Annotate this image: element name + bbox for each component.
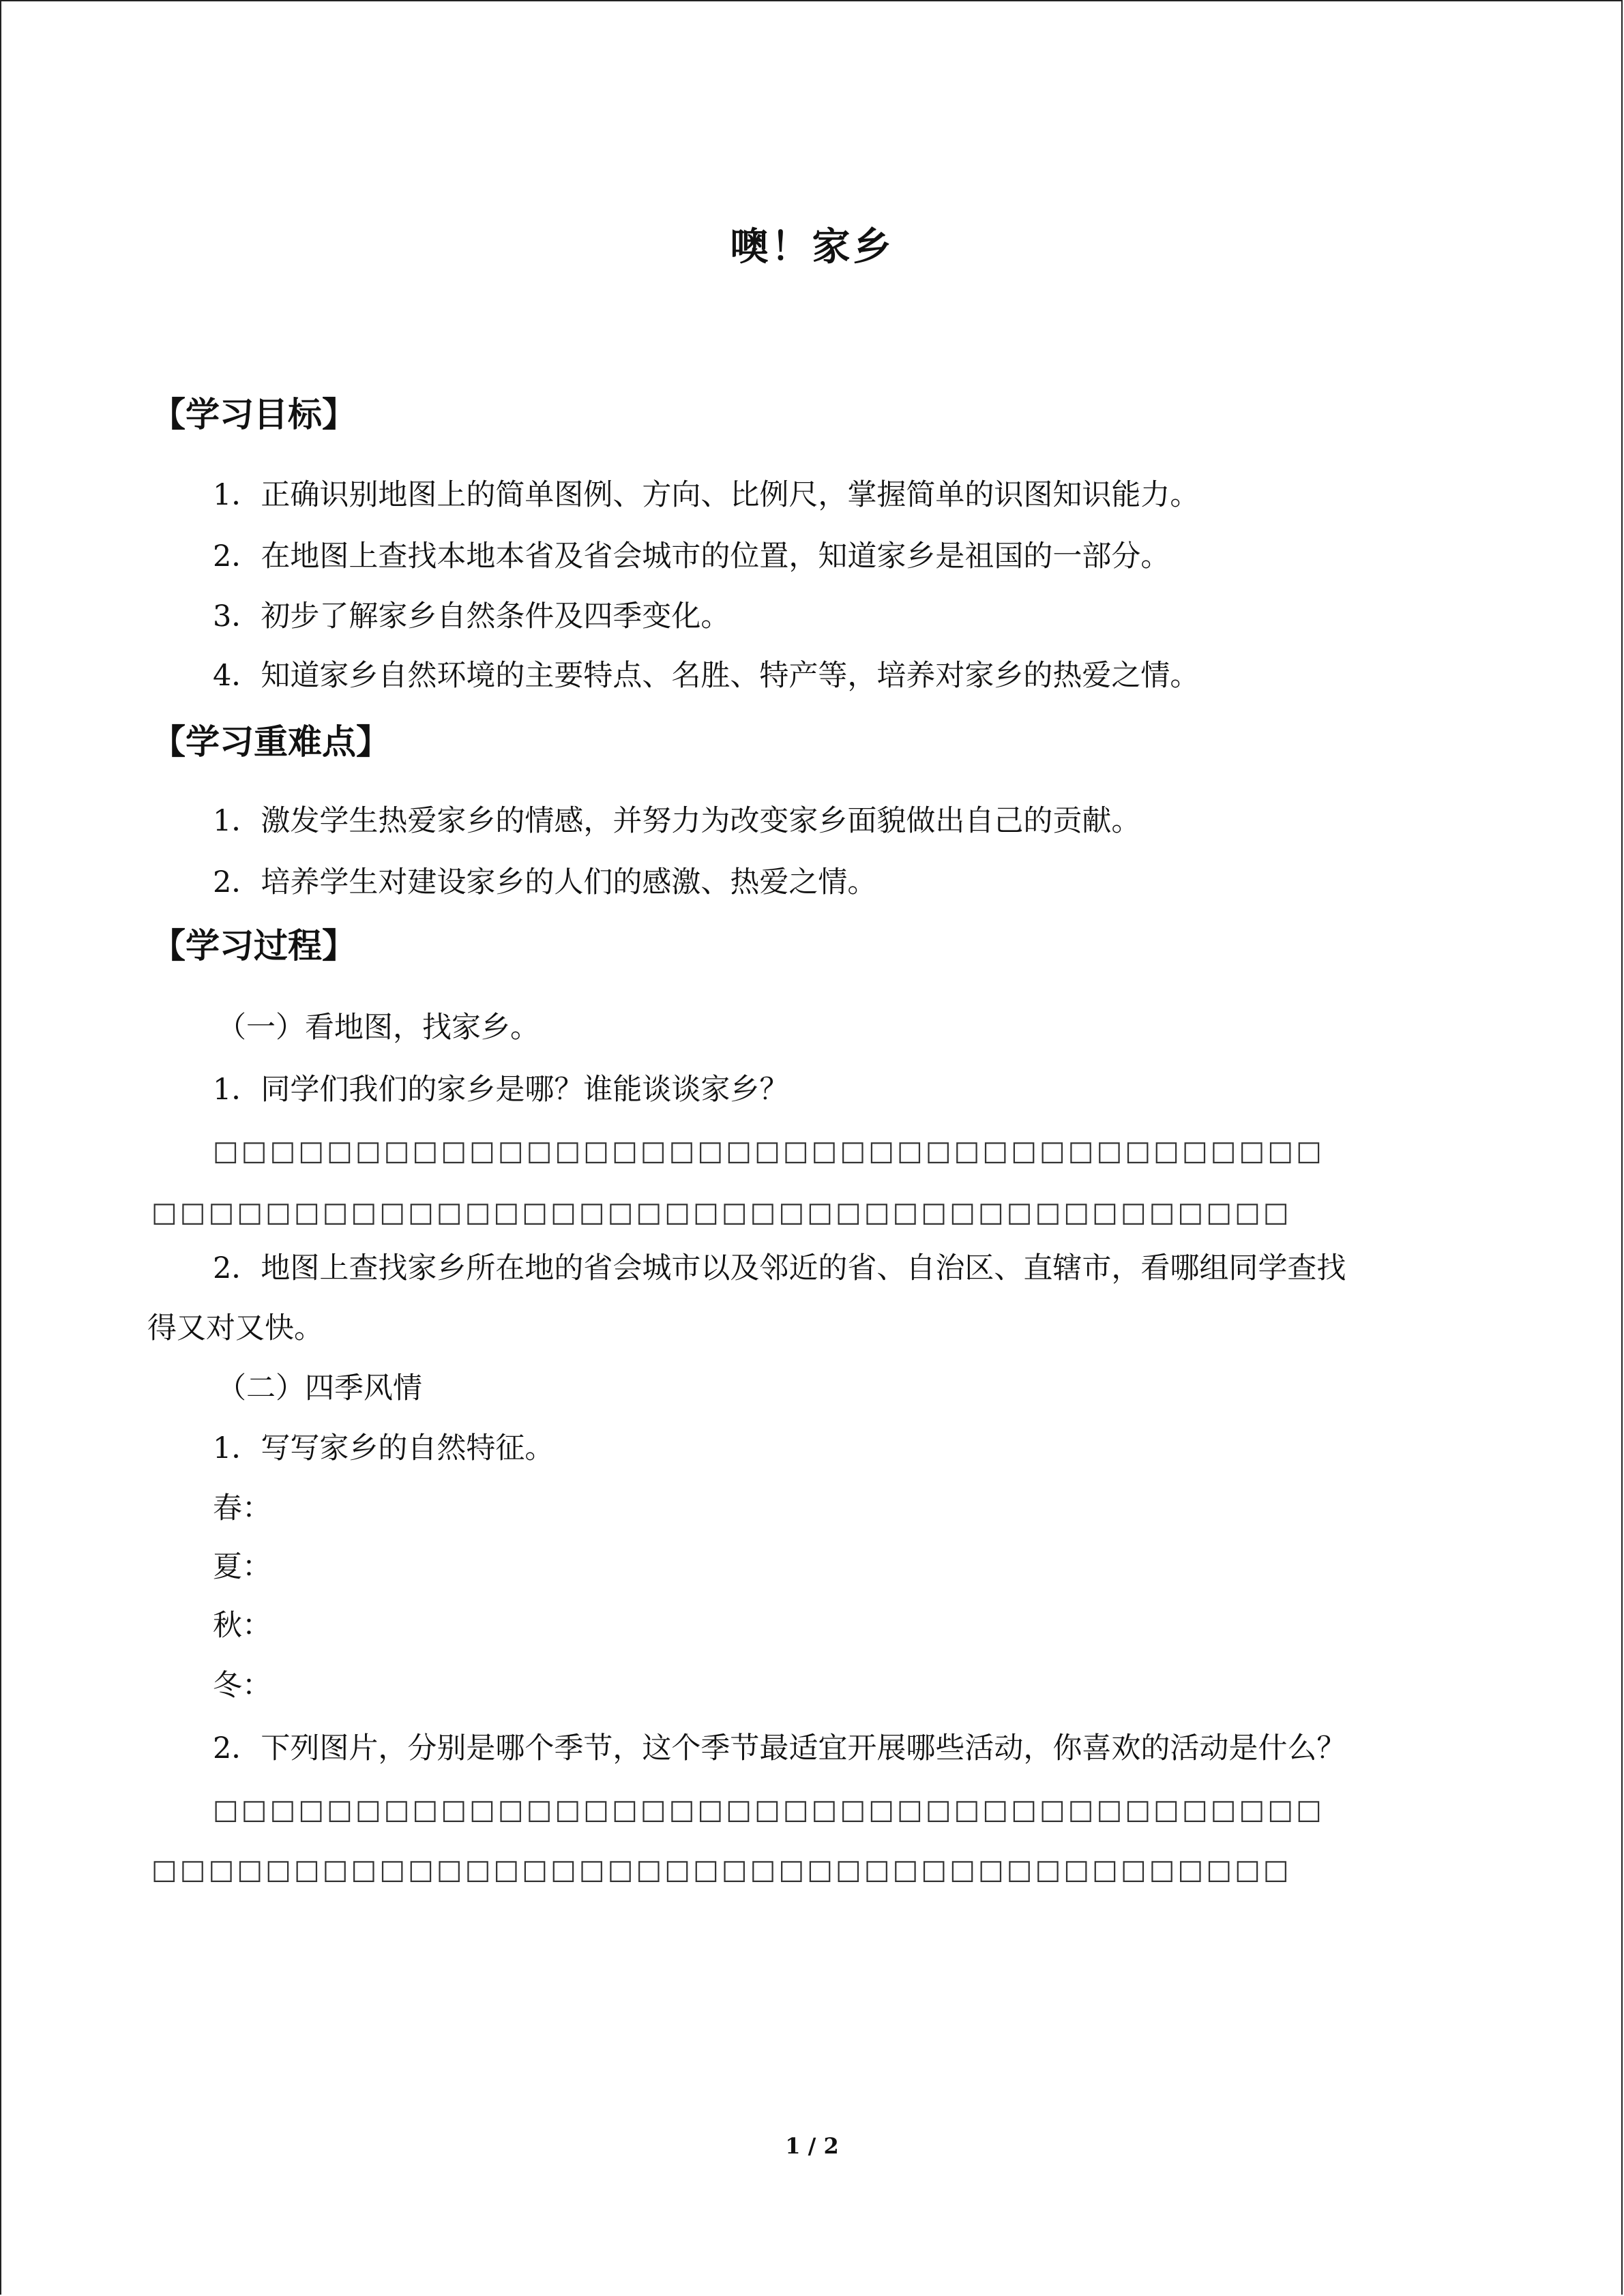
section-heading-key-points: 【学习重难点】 xyxy=(151,722,390,762)
answer-blank-line: □□□□□□□□□□□□□□□□□□□□□□□□□□□□□□□□□□□□□□□□ xyxy=(151,1854,1292,1885)
question-1: 1．同学们我们的家乡是哪？谁能谈谈家乡？ xyxy=(213,1073,789,1107)
key-point-item-1: 1．激发学生热爱家乡的情感，并努力为改变家乡面貌做出自己的贡献。 xyxy=(213,804,1141,838)
question-3: 1．写写家乡的自然特征。 xyxy=(213,1431,555,1465)
goal-item-4: 4．知道家乡自然环境的主要特点、名胜、特产等，培养对家乡的热爱之情。 xyxy=(213,659,1200,693)
answer-blank-line: □□□□□□□□□□□□□□□□□□□□□□□□□□□□□□□□□□□□□□□ xyxy=(213,1135,1325,1167)
season-summer: 夏： xyxy=(213,1550,271,1584)
question-4: 2．下列图片，分别是哪个季节，这个季节最适宜开展哪些活动，你喜欢的活动是什么？ xyxy=(213,1731,1346,1765)
key-point-item-2: 2．培养学生对建设家乡的人们的感激、热爱之情。 xyxy=(213,865,877,899)
section-heading-goals: 【学习目标】 xyxy=(151,395,356,434)
section-heading-process: 【学习过程】 xyxy=(151,926,356,966)
goal-item-2: 2．在地图上查找本地本省及省会城市的位置，知道家乡是祖国的一部分。 xyxy=(213,539,1170,573)
goal-item-3: 3．初步了解家乡自然条件及四季变化。 xyxy=(213,599,730,633)
answer-blank-line: □□□□□□□□□□□□□□□□□□□□□□□□□□□□□□□□□□□□□□□□ xyxy=(151,1197,1292,1228)
season-winter: 冬： xyxy=(213,1669,271,1703)
part2-title: （二）四季风情 xyxy=(217,1371,422,1405)
question-2-line-2: 得又对又快。 xyxy=(147,1311,323,1345)
season-autumn: 秋： xyxy=(213,1609,271,1643)
answer-blank-line: □□□□□□□□□□□□□□□□□□□□□□□□□□□□□□□□□□□□□□□ xyxy=(213,1794,1325,1825)
page-number: 1 / 2 xyxy=(785,2133,839,2159)
season-spring: 春： xyxy=(213,1491,271,1525)
question-2-line-1: 2．地图上查找家乡所在地的省会城市以及邻近的省、自治区、直辖市，看哪组同学查找 xyxy=(213,1251,1346,1285)
part1-title: （一）看地图，找家乡。 xyxy=(217,1011,540,1045)
goal-item-1: 1．正确识别地图上的简单图例、方向、比例尺，掌握简单的识图知识能力。 xyxy=(213,478,1200,512)
page-title: 噢！家乡 xyxy=(730,225,894,269)
